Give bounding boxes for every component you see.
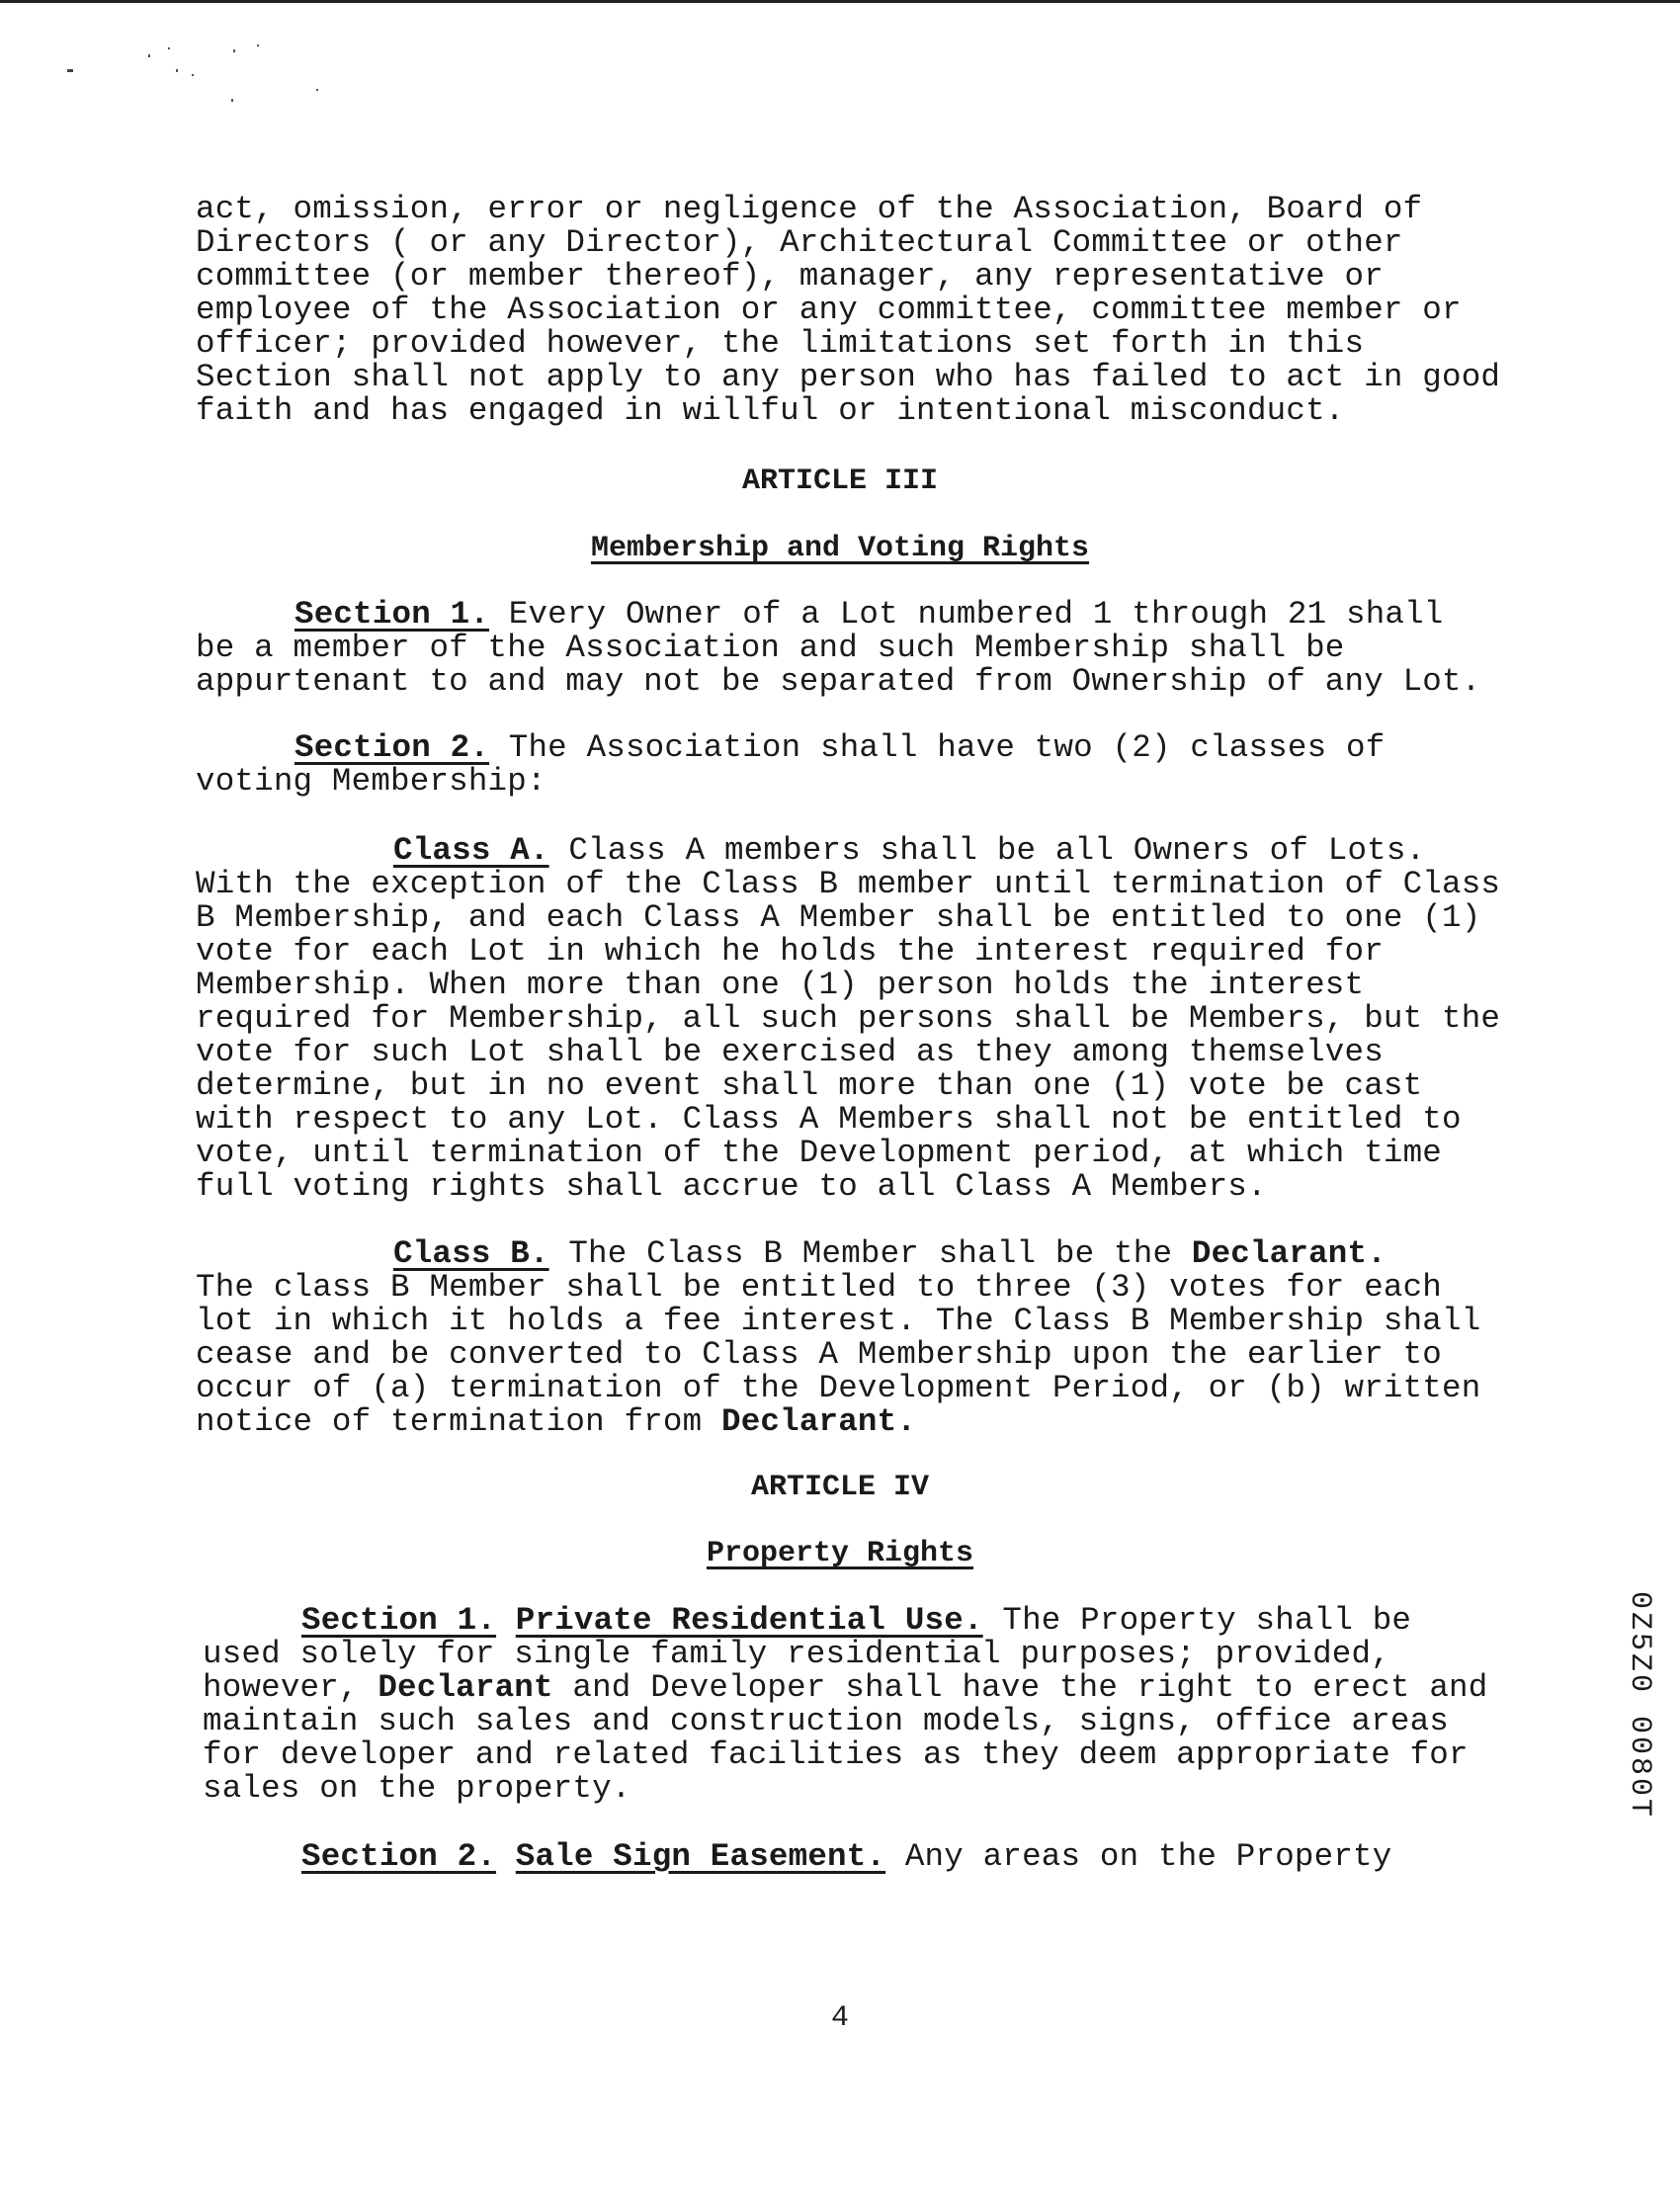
text-line: for developer and related facilities as they deem appropriate for: [203, 1736, 1469, 1773]
side-stamp-text: 0Z5Z0 0080T: [1623, 1591, 1656, 1820]
text-line: [196, 834, 1480, 868]
text-line: sales on the property.: [203, 1770, 631, 1807]
text-line: be a member of the Association and such Membership shall be: [196, 630, 1345, 666]
section-label: Section 1.: [301, 1602, 497, 1639]
article-4-subtitle: [0, 1537, 1680, 1570]
article-4-section-2: [203, 1840, 1487, 1874]
section-label: Section 1.: [294, 596, 490, 633]
text-line: vote, until termination of the Development period, at which time: [196, 1135, 1443, 1171]
article-3-section-2: [196, 731, 1480, 799]
text-fragment: Every Owner of a Lot numbered 1 through 21 shall: [489, 596, 1444, 633]
class-label: Class A.: [393, 832, 549, 869]
class-a-paragraph: [196, 832, 1501, 1205]
text-line: determine, but in no event shall more than one (1) vote be cast: [196, 1067, 1423, 1104]
article-4-subtitle-text: Property Rights: [706, 1537, 974, 1570]
text-line: act, omission, error or negligence of the Association, Board of: [196, 191, 1423, 227]
text-fragment: The Class B Member shall be the: [548, 1235, 1192, 1272]
continuation-paragraph: [196, 191, 1501, 429]
text-line: faith and has engaged in willful or intentional misconduct.: [196, 392, 1345, 429]
article-4-title: ARTICLE IV: [750, 1471, 930, 1504]
text-line: full voting rights shall accrue to all Class A Members.: [196, 1168, 1267, 1205]
text-line: committee (or member thereof), manager, any representative or: [196, 258, 1384, 295]
text-line: maintain such sales and construction models, signs, office areas: [203, 1703, 1450, 1739]
text-fragment: The Property shall be: [982, 1602, 1412, 1639]
article-3-subtitle: [0, 532, 1680, 565]
text-line: B Membership, and each Class A Member shall be entitled to one (1): [196, 899, 1481, 936]
text-line: Directors ( or any Director), Architectural Committee or other: [196, 224, 1403, 261]
text-line: appurtenant to and may not be separated from Ownership of any Lot.: [196, 663, 1481, 700]
text-line: With the exception of the Class B member until termination of Class: [196, 866, 1501, 902]
section-label: Section 2.: [301, 1838, 497, 1875]
text-line: officer; provided however, the limitations set forth in this: [196, 325, 1365, 362]
text-fragment: The Association shall have two (2) classes of: [489, 729, 1386, 766]
text-line: vote for each Lot in which he holds the interest required for: [196, 933, 1384, 970]
text-line: Membership. When more than one (1) person holds the interest: [196, 967, 1365, 1003]
article-3-title: ARTICLE III: [741, 465, 939, 498]
section-title: Sale Sign Easement.: [515, 1838, 886, 1875]
text-line: The class B Member shall be entitled to three (3) votes for each: [196, 1269, 1443, 1306]
text-line: employee of the Association or any committee, committee member or: [196, 292, 1462, 328]
side-stamp: [1621, 1591, 1660, 1878]
text-line: lot in which it holds a fee interest. The Class B Membership shall: [196, 1303, 1481, 1339]
text-line: occur of (a) termination of the Development Period, or (b) written: [196, 1370, 1481, 1406]
text-fragment: Class A members shall be all Owners of Lots.: [548, 832, 1426, 869]
text-line: [196, 731, 1480, 765]
text-line: used solely for single family residential purposes; provided,: [203, 1636, 1390, 1672]
text-fragment: Any areas on the Property: [885, 1838, 1392, 1875]
section-label: Section 2.: [294, 729, 490, 766]
text-line: [196, 598, 1480, 632]
text-line: vote for such Lot shall be exercised as they among themselves: [196, 1034, 1384, 1070]
article-3-subtitle-text: Membership and Voting Rights: [590, 532, 1090, 565]
declarant-term: Declarant.: [721, 1403, 917, 1440]
article-3-section-1: [196, 598, 1480, 699]
text-fragment: however,: [203, 1669, 378, 1706]
text-line: voting Membership:: [196, 763, 546, 800]
article-4-section-1: [203, 1604, 1487, 1806]
text-line: [196, 1237, 1480, 1271]
text-line: [196, 1405, 1480, 1439]
text-line: [203, 1840, 1487, 1874]
text-line: with respect to any Lot. Class A Members shall not be entitled to: [196, 1101, 1462, 1138]
text-line: [203, 1604, 1487, 1638]
text-line: [203, 1671, 1487, 1705]
text-line: required for Membership, all such persons shall be Members, but the: [196, 1000, 1501, 1037]
declarant-term: Declarant.: [1191, 1235, 1386, 1272]
text-fragment: and Developer shall have the right to erect and: [552, 1669, 1488, 1706]
text-fragment: notice of termination from: [196, 1403, 721, 1440]
text-line: cease and be converted to Class A Membership upon the earlier to: [196, 1336, 1443, 1373]
section-title: Private Residential Use.: [515, 1602, 983, 1639]
scan-specks: [59, 30, 356, 119]
declarant-term: Declarant: [378, 1669, 553, 1706]
page-number: 4: [830, 2001, 849, 2035]
class-label: Class B.: [393, 1235, 549, 1272]
scan-top-edge: [0, 0, 1680, 3]
class-b-paragraph: [196, 1237, 1480, 1439]
text-line: Section shall not apply to any person who has failed to act in good: [196, 359, 1501, 395]
